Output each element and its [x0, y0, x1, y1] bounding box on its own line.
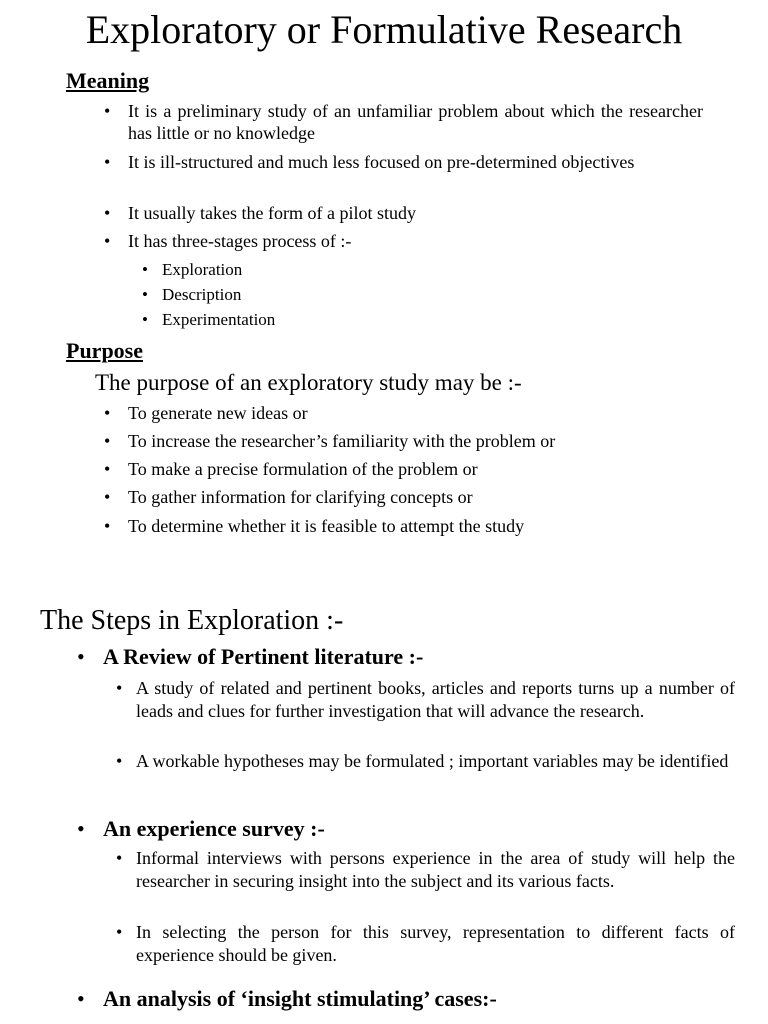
list-item — [142, 257, 243, 282]
bullet-icon: • — [116, 678, 123, 698]
list-item — [104, 402, 308, 424]
list-item — [116, 677, 735, 723]
bullet-icon: • — [77, 816, 85, 841]
list-item — [104, 100, 703, 144]
list-item — [142, 307, 276, 332]
page-title: Exploratory or Formulative Research — [85, 7, 683, 52]
bullet-icon: • — [104, 152, 111, 172]
step-heading — [77, 986, 497, 1012]
stage-text: Description — [162, 285, 242, 304]
list-item — [104, 458, 478, 480]
list-item — [104, 151, 703, 173]
step-title: A Review of Pertinent literature :- — [103, 644, 424, 669]
bullet-icon: • — [104, 203, 111, 223]
steps-heading: The Steps in Exploration :- — [40, 605, 344, 636]
point-text: A study of related and pertinent books, articles and reports turns up a number of leads and clues for further investigation that will advance the research. — [136, 678, 735, 721]
bullet-text: To gather information for clarifying concepts or — [128, 487, 473, 507]
bullet-text: It is ill-structured and much less focused on pre-determined objectives — [128, 152, 635, 172]
purpose-lead: The purpose of an exploratory study may be :- — [95, 370, 522, 395]
point-text: Informal interviews with persons experience in the area of study will help the researcher in securing insight into the subject and its various facts. — [136, 848, 735, 891]
list-item — [104, 230, 703, 252]
bullet-icon: • — [142, 285, 148, 304]
bullet-icon: • — [104, 459, 111, 479]
bullet-icon: • — [77, 986, 85, 1011]
bullet-icon: • — [104, 431, 111, 451]
step-heading — [77, 816, 325, 842]
bullet-icon: • — [142, 260, 148, 279]
list-item — [116, 750, 735, 773]
purpose-heading: Purpose — [66, 338, 143, 363]
point-text: A workable hypotheses may be formulated ; important variables may be identified — [136, 751, 729, 771]
bullet-text: To determine whether it is feasible to attempt the study — [128, 516, 525, 536]
list-item — [116, 921, 735, 967]
bullet-icon: • — [104, 487, 111, 507]
bullet-icon: • — [104, 516, 111, 536]
point-text: In selecting the person for this survey, representation to different facts of experience should be given. — [136, 922, 735, 965]
bullet-icon: • — [116, 848, 123, 868]
bullet-text: It is a preliminary study of an unfamiliar problem about which the researcher has little or no knowledge — [128, 101, 703, 143]
bullet-icon: • — [116, 751, 123, 771]
list-item — [104, 486, 473, 508]
list-item — [104, 515, 525, 537]
stage-text: Experimentation — [162, 310, 276, 329]
bullet-text: To make a precise formulation of the problem or — [128, 459, 478, 479]
bullet-icon: • — [104, 403, 111, 423]
bullet-icon: • — [77, 644, 85, 669]
bullet-icon: • — [116, 922, 123, 942]
bullet-icon: • — [142, 310, 148, 329]
meaning-heading: Meaning — [66, 68, 150, 93]
bullet-icon: • — [104, 231, 111, 251]
bullet-icon: • — [104, 101, 111, 121]
list-item — [116, 847, 735, 893]
list-item — [104, 202, 703, 224]
list-item — [104, 430, 556, 452]
bullet-text: To generate new ideas or — [128, 403, 308, 423]
list-item — [142, 282, 242, 307]
bullet-text: It usually takes the form of a pilot study — [128, 203, 416, 223]
bullet-text: To increase the researcher’s familiarity with the problem or — [128, 431, 556, 451]
step-heading — [77, 644, 424, 670]
step-title: An experience survey :- — [103, 816, 325, 841]
bullet-text: It has three-stages process of :- — [128, 231, 352, 251]
step-title: An analysis of ‘insight stimulating’ cases:- — [103, 986, 497, 1011]
stage-text: Exploration — [162, 260, 243, 279]
